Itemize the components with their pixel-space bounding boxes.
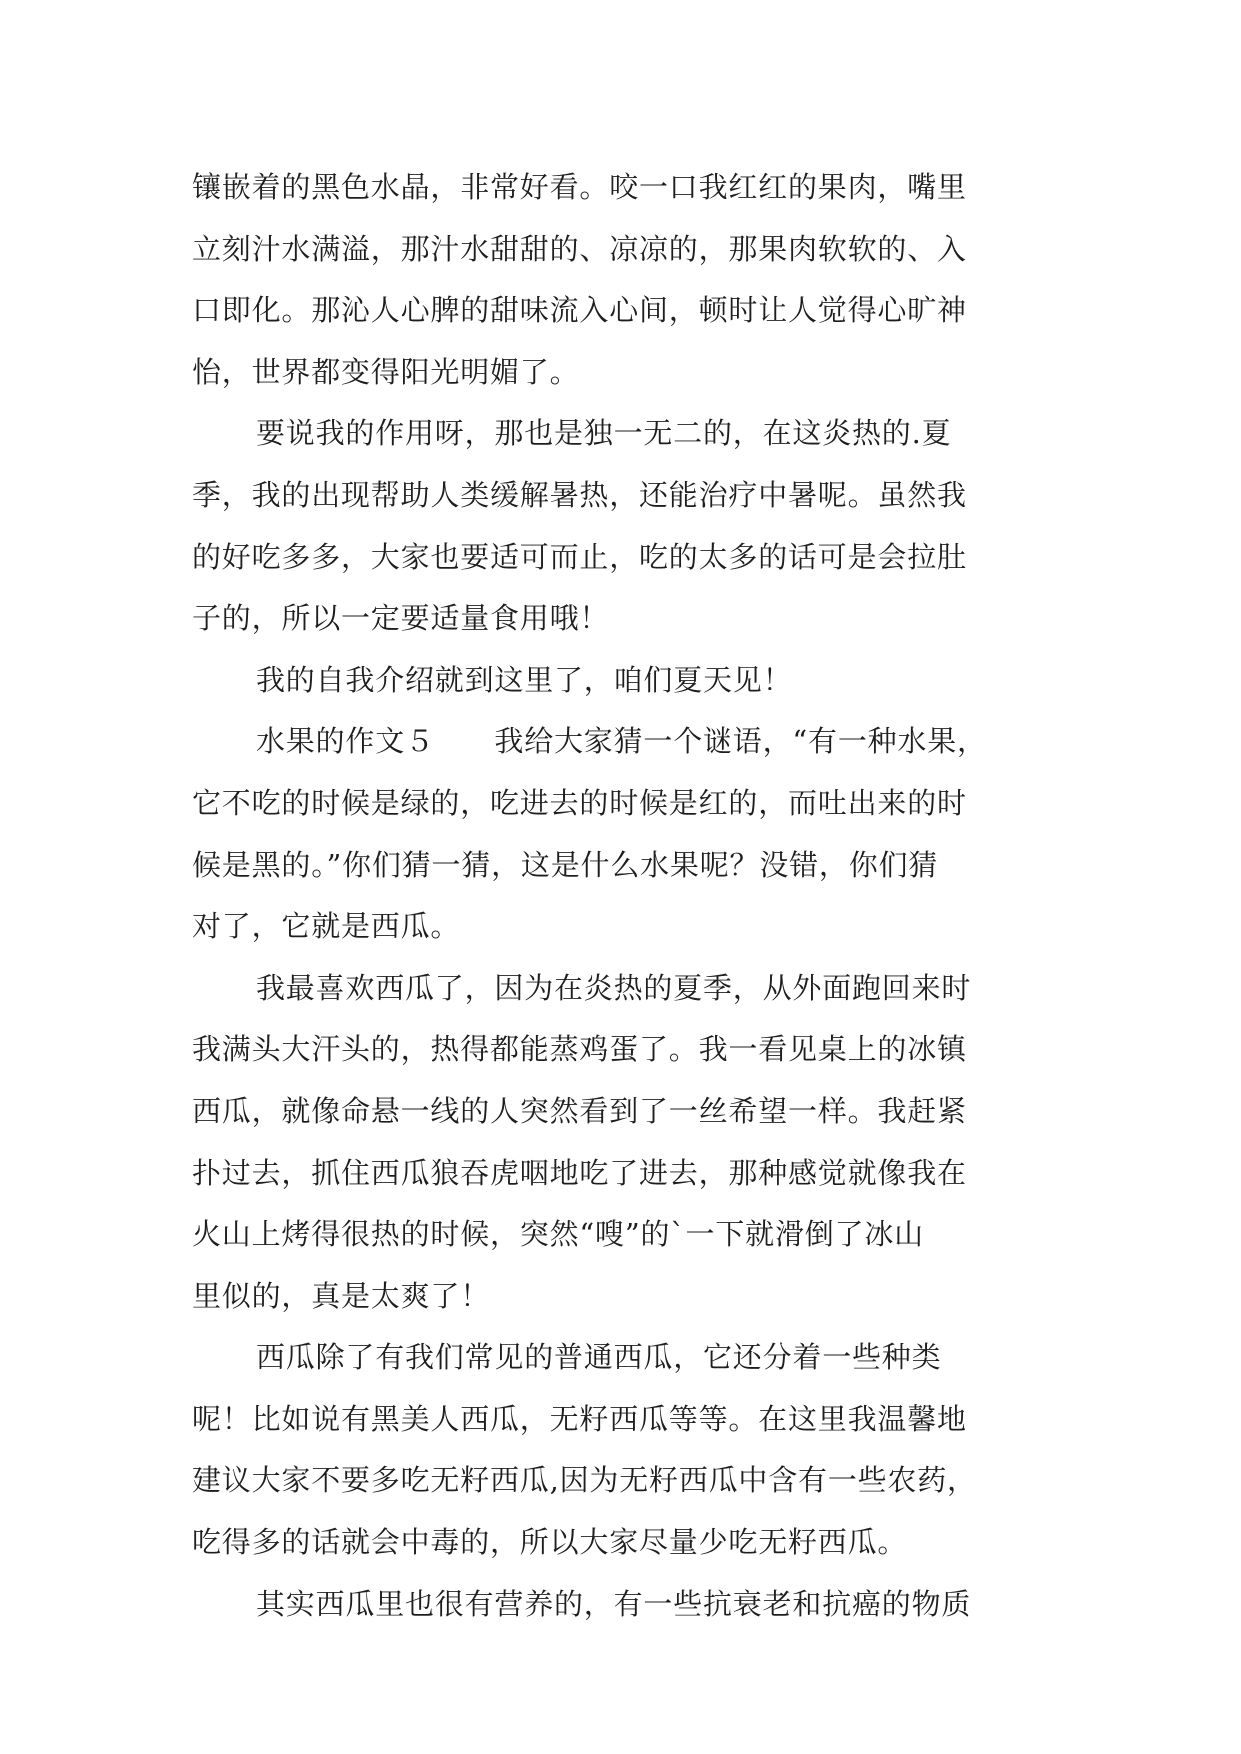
text-line: 候是黑的。”你们猜一猜，这是什么水果呢？没错，你们猜	[192, 847, 939, 882]
body-text	[192, 157, 1072, 1635]
text-line: 口即化。那沁人心脾的甜味流入心间，顿时让人觉得心旷神	[192, 293, 967, 328]
paragraph-first-line: 水果的作文５ 我给大家猜一个谜语，“有一种水果，	[256, 724, 987, 759]
text-line: 的好吃多多，大家也要适可而止，吃的太多的话可是会拉肚	[192, 539, 967, 574]
paragraph-first-line: 我最喜欢西瓜了，因为在炎热的夏季，从外面跑回来时	[256, 970, 972, 1005]
text-line: 镶嵌着的黑色水晶，非常好看。咬一口我红红的果肉，嘴里	[192, 170, 967, 204]
text-line: 建议大家不要多吃无籽西瓜,因为无籽西瓜中含有一些农药，	[192, 1463, 977, 1498]
text-line: 对了，它就是西瓜。	[192, 909, 461, 944]
text-line: 呢！比如说有黑美人西瓜，无籽西瓜等等。在这里我温馨地	[192, 1401, 967, 1436]
paragraph-first-line: 我的自我介绍就到这里了，咱们夏天见！	[256, 662, 793, 697]
text-line: 它不吃的时候是绿的，吃进去的时候是红的，而吐出来的时	[192, 785, 967, 820]
text-line: 季，我的出现帮助人类缓解暑热，还能治疗中暑呢。虽然我	[192, 477, 967, 512]
text-line: 扑过去，抓住西瓜狼吞虎咽地吃了进去，那种感觉就像我在	[192, 1155, 967, 1190]
text-line: 西瓜，就像命悬一线的人突然看到了一丝希望一样。我赶紧	[192, 1093, 967, 1128]
text-line: 火山上烤得很热的时候，突然“嗖”的`一下就滑倒了冰山	[192, 1217, 924, 1252]
text-line: 子的，所以一定要适量食用哦！	[192, 601, 610, 636]
text-line: 怡，世界都变得阳光明媚了。	[192, 354, 580, 389]
paragraph-first-line: 其实西瓜里也很有营养的，有一些抗衰老和抗癌的物质	[256, 1586, 972, 1621]
paragraph-first-line: 要说我的作用呀，那也是独一无二的，在这炎热的.夏	[256, 416, 952, 451]
paragraph-first-line: 西瓜除了有我们常见的普通西瓜，它还分着一些种类	[256, 1340, 942, 1375]
text-line: 立刻汁水满溢，那汁水甜甜的、凉凉的，那果肉软软的、入	[192, 231, 967, 266]
text-line: 里似的，真是太爽了！	[192, 1278, 491, 1313]
text-line: 吃得多的话就会中毒的，所以大家尽量少吃无籽西瓜。	[192, 1525, 908, 1560]
text-line: 我满头大汗头的，热得都能蒸鸡蛋了。我一看见桌上的冰镇	[192, 1032, 967, 1067]
